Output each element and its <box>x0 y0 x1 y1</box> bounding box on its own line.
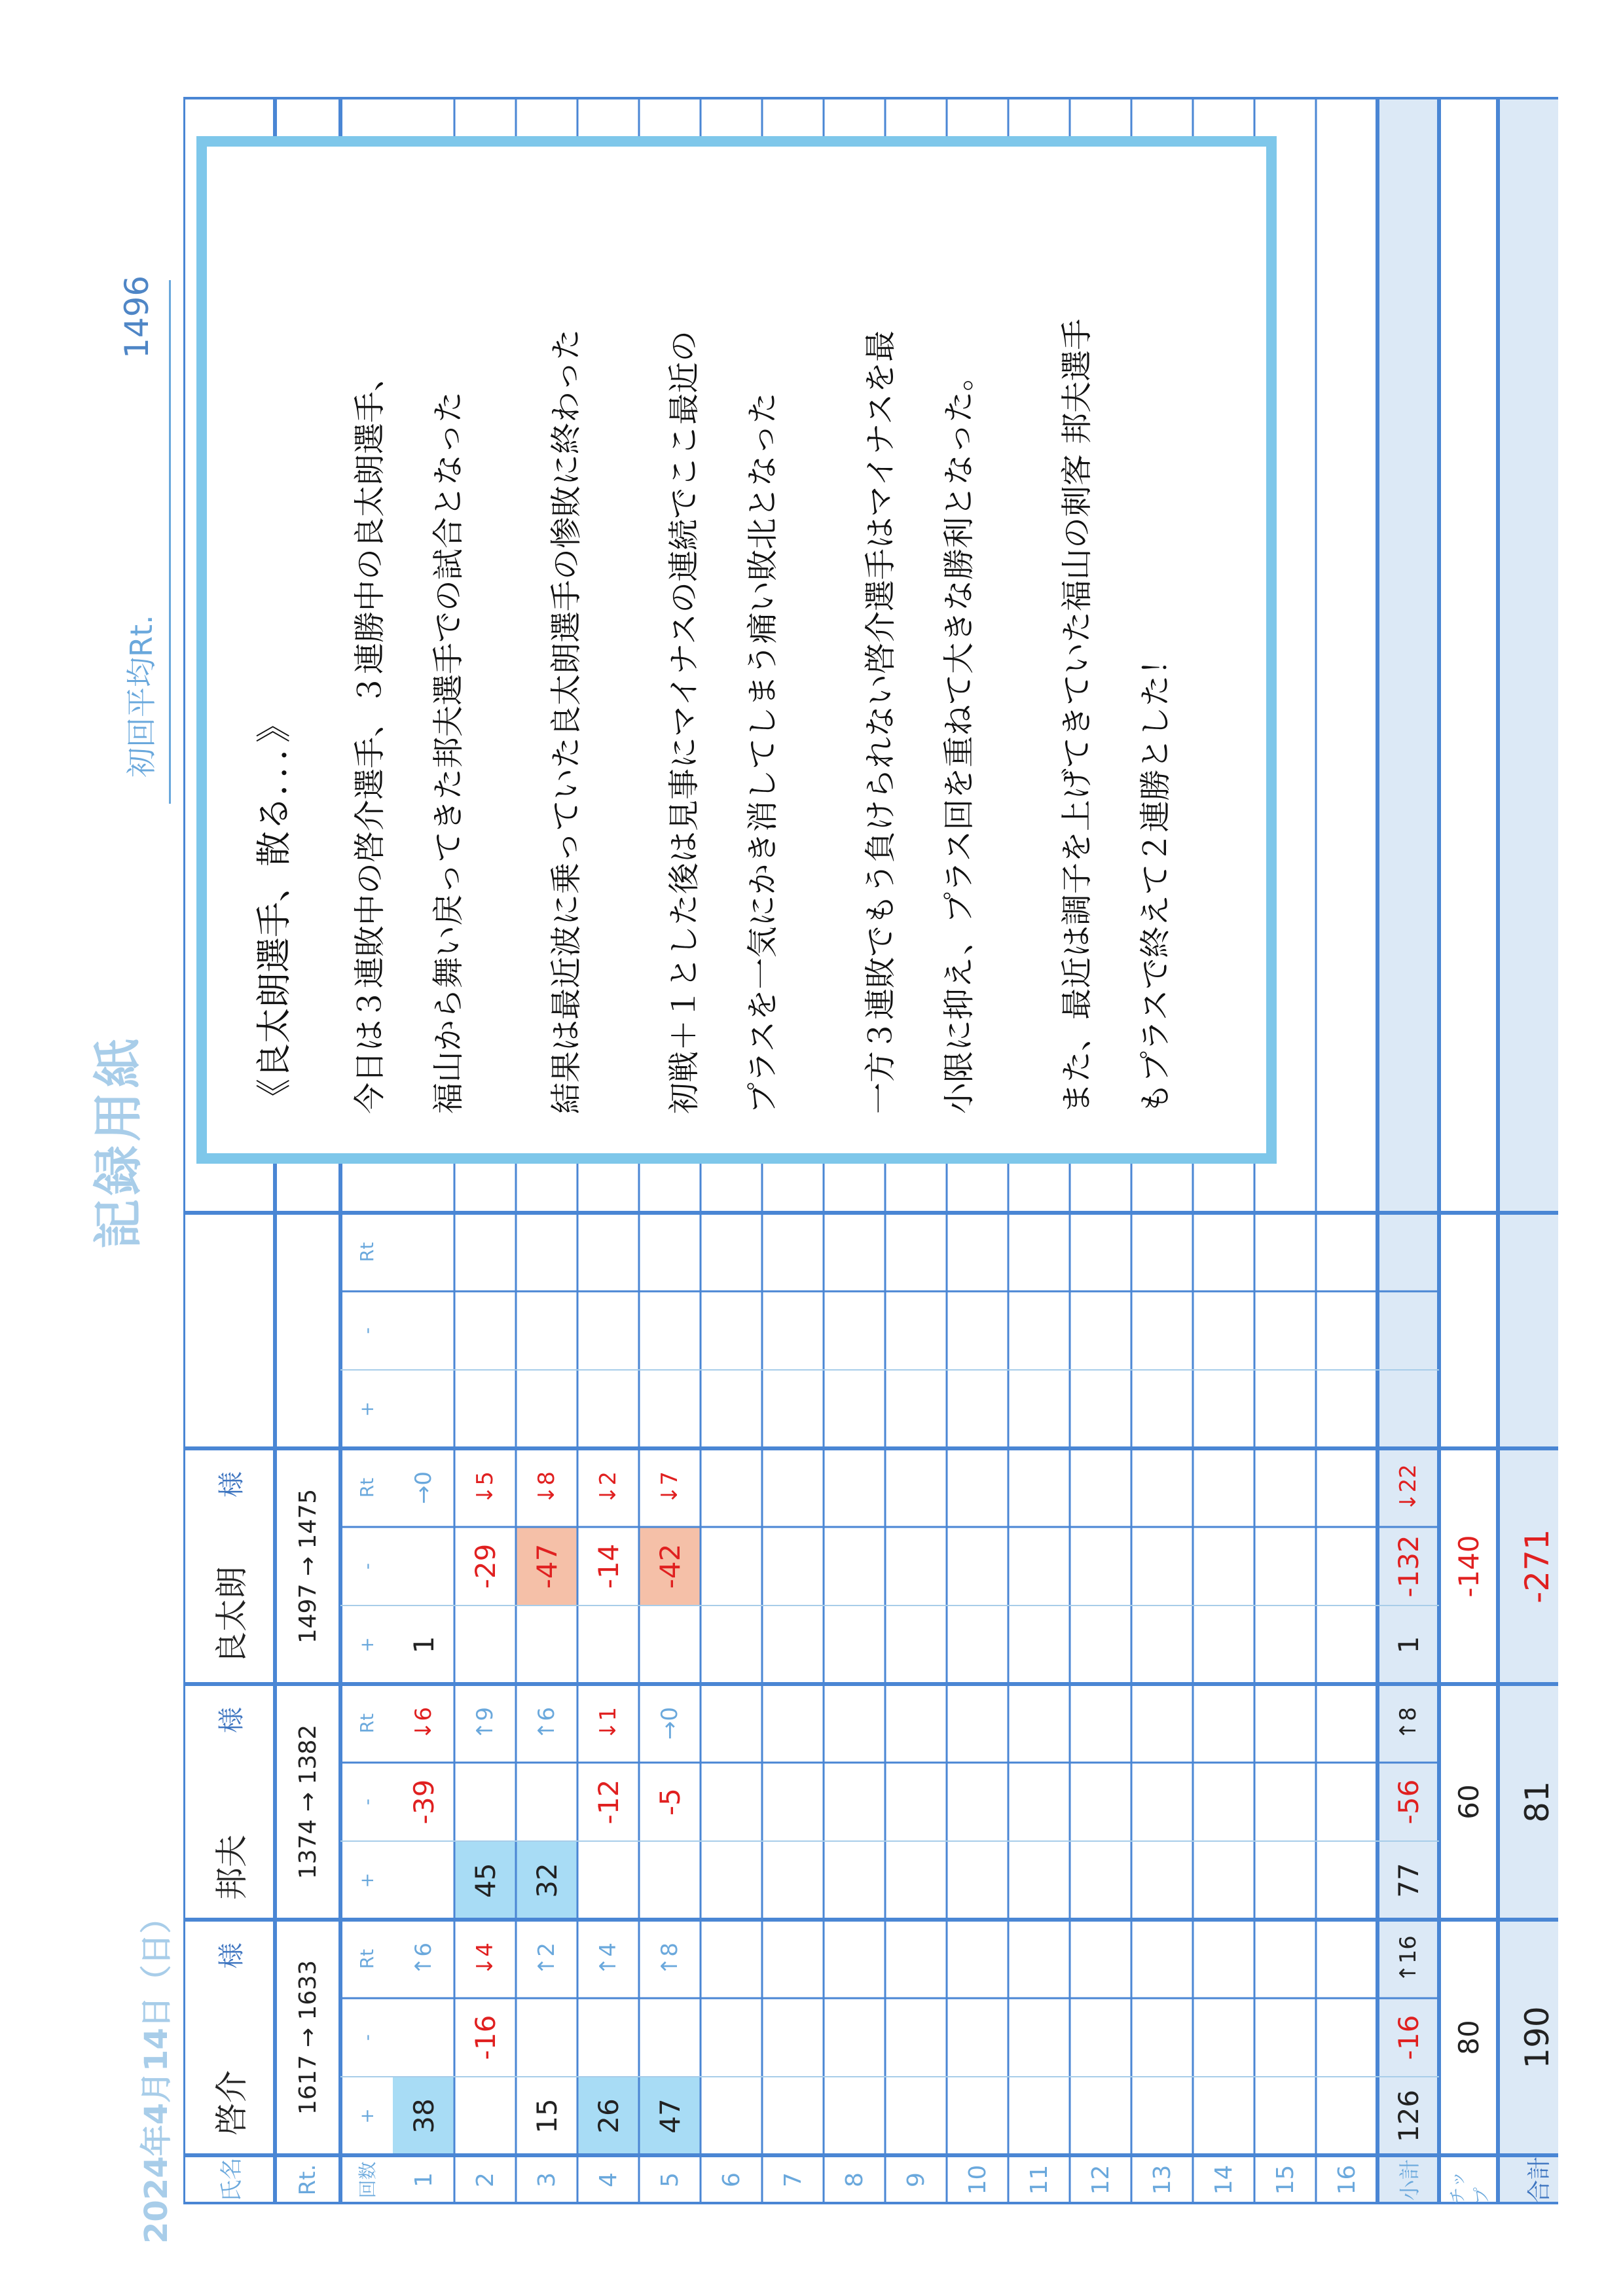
score-cell: 47 <box>653 2098 686 2134</box>
player-name <box>183 1285 275 1429</box>
score-cell: 26 <box>592 2098 625 2134</box>
score-cell <box>577 1841 639 1920</box>
score-cell <box>639 1841 701 1920</box>
player-name: 啓介 <box>213 2070 251 2136</box>
score-cell: ↓5 <box>472 1471 498 1505</box>
subtotal-cell: ↑8 <box>1395 1706 1421 1740</box>
score-cell <box>516 1763 577 1841</box>
sub-column-header: - <box>356 1562 378 1570</box>
sub-column-header: Rt <box>356 1713 378 1734</box>
score-cell: ↓8 <box>534 1471 560 1505</box>
score-cell <box>639 1605 701 1684</box>
note-line: 小限に抑え、プラス回を重ねて大きな勝利となった。 <box>941 359 977 1114</box>
score-cell: 32 <box>530 1863 563 1898</box>
chip-label: チップ <box>1448 2170 1492 2204</box>
round-label: 回数 <box>357 2161 378 2198</box>
total-cell <box>1498 1213 1577 1448</box>
round-number: 14 <box>1210 2164 1237 2195</box>
subtotal-label: 小計 <box>1397 2159 1422 2201</box>
score-cell: 45 <box>469 1863 501 1898</box>
round-number: 7 <box>779 2172 807 2187</box>
sub-column-header: Rt <box>356 1242 378 1263</box>
sub-column-header: Rt <box>356 1477 378 1498</box>
player-name: 良太朗 <box>213 1566 251 1664</box>
score-cell: ↑2 <box>534 1942 560 1976</box>
note-line: 結果は最近波に乗っていた良太朗選手の惨敗に終わった <box>548 329 585 1114</box>
name-label: 氏名 <box>218 2157 245 2202</box>
sub-column-header: + <box>356 1401 378 1417</box>
total-cell: 190 <box>1518 2006 1556 2069</box>
player-honorific: 様 <box>216 1707 247 1733</box>
subtotal-cell: 1 <box>1392 1636 1425 1654</box>
round-number: 4 <box>594 2172 622 2187</box>
score-cell: ↑6 <box>534 1706 560 1740</box>
score-cell <box>393 1841 454 1920</box>
total-label: 合計 <box>1525 2156 1553 2204</box>
score-cell <box>393 1998 454 2077</box>
score-cell: ↓6 <box>410 1706 437 1740</box>
score-cell <box>577 1998 639 2077</box>
score-cell: -29 <box>469 1543 501 1589</box>
round-number: 12 <box>1087 2164 1114 2195</box>
round-number: 1 <box>410 2172 437 2187</box>
game-commentary-note <box>196 136 1277 1164</box>
note-line: 初戦＋１とした後は見事にマイナスの連続でここ最近の <box>666 330 702 1114</box>
subtotal-cell: -132 <box>1392 1535 1425 1598</box>
score-cell: 15 <box>530 2098 563 2134</box>
score-cell: ↓7 <box>657 1471 683 1505</box>
round-number: 10 <box>964 2164 991 2195</box>
round-number: 6 <box>718 2172 745 2187</box>
sub-column-header: + <box>356 1637 378 1653</box>
subtotal-cell: -56 <box>1392 1779 1425 1825</box>
score-cell <box>454 1605 516 1684</box>
sub-column-header: - <box>356 2034 378 2041</box>
score-cell <box>639 1998 701 2077</box>
score-cell: →0 <box>657 1706 683 1740</box>
total-cell: 81 <box>1518 1781 1556 1823</box>
score-cell <box>516 1998 577 2077</box>
initial-average-rating-label: 初回平均Rt. <box>124 615 159 778</box>
score-cell: -42 <box>653 1543 686 1589</box>
note-line: 今日は３連敗中の啓介選手、３連勝中の良太朗選手、 <box>352 359 388 1114</box>
round-number: 15 <box>1271 2164 1299 2195</box>
round-number: 16 <box>1333 2164 1360 2195</box>
player-rating-change: 1497 → 1475 <box>294 1488 321 1644</box>
round-number: 2 <box>471 2172 499 2187</box>
subtotal-cell: 126 <box>1392 2089 1425 2143</box>
chip-cell <box>1439 1213 1498 1448</box>
sub-column-header: + <box>356 2108 378 2124</box>
score-cell <box>454 2077 516 2155</box>
score-cell: ↑4 <box>595 1942 621 1976</box>
score-cell: 38 <box>407 2098 440 2134</box>
average-underline <box>169 280 171 804</box>
subtotal-cell: -16 <box>1392 2015 1425 2060</box>
score-cell <box>454 1763 516 1841</box>
score-cell: ↓4 <box>472 1942 498 1976</box>
round-number: 11 <box>1025 2164 1053 2195</box>
subtotal-cell: 77 <box>1392 1863 1425 1898</box>
note-line: プラスを一気にかき消してしまう痛い敗北となった <box>744 392 781 1114</box>
player-honorific: 様 <box>216 1471 247 1498</box>
sub-column-header: - <box>356 1327 378 1335</box>
subtotal-cell: ↓22 <box>1395 1464 1421 1511</box>
chip-cell: -140 <box>1452 1535 1485 1598</box>
sub-column-header: + <box>356 1873 378 1888</box>
subtotal-cell: ↑16 <box>1395 1935 1421 1982</box>
round-number: 9 <box>902 2172 930 2187</box>
score-cell: →0 <box>410 1471 437 1505</box>
chip-cell: 60 <box>1452 1784 1485 1820</box>
note-title: 《良太朗選手、散る．．．》 <box>253 708 295 1114</box>
chip-cell: 80 <box>1452 2020 1485 2055</box>
note-line: もプラスで終えて２連勝とした！ <box>1137 643 1174 1114</box>
sub-column-header: - <box>356 1798 378 1806</box>
player-honorific: 様 <box>216 1943 247 1969</box>
note-line: 福山から舞い戻ってきた邦夫選手での試合となった <box>430 391 467 1114</box>
player-honorific <box>183 1219 275 1278</box>
game-date: 2024年4月14日（日） <box>138 1902 175 2244</box>
player-rating-change: 1374 → 1382 <box>294 1724 321 1880</box>
round-number: 5 <box>656 2172 684 2187</box>
score-cell: 1 <box>407 1636 440 1654</box>
sheet-title: 記録用紙 <box>89 1034 147 1249</box>
note-line: 一方３連敗でもう負けられない啓介選手はマイナスを最 <box>862 330 899 1114</box>
score-cell: -14 <box>592 1543 625 1589</box>
score-cell: -39 <box>407 1779 440 1825</box>
score-cell: -12 <box>592 1779 625 1825</box>
score-cell: ↑9 <box>472 1706 498 1740</box>
subtotal-cell <box>1377 1370 1439 1448</box>
initial-average-rating-value: 1496 <box>118 275 156 359</box>
total-cell: -271 <box>1518 1529 1556 1604</box>
player-rating-change <box>275 1213 340 1448</box>
rt-label: Rt. <box>295 2164 321 2196</box>
score-cell <box>577 1605 639 1684</box>
sub-column-header: Rt <box>356 1948 378 1969</box>
score-cell: -5 <box>653 1788 686 1816</box>
round-number: 8 <box>841 2172 868 2187</box>
score-cell: ↓2 <box>595 1471 621 1505</box>
score-cell: -47 <box>530 1543 563 1589</box>
score-cell: ↑6 <box>410 1942 437 1976</box>
score-cell: ↑8 <box>657 1942 683 1976</box>
player-rating-change: 1617 → 1633 <box>294 1960 321 2115</box>
score-cell <box>393 1527 454 1605</box>
subtotal-cell <box>1377 1291 1439 1370</box>
round-number: 13 <box>1148 2164 1176 2195</box>
score-cell <box>516 1605 577 1684</box>
score-cell: -16 <box>469 2015 501 2060</box>
player-name: 邦夫 <box>213 1835 251 1900</box>
round-number: 3 <box>533 2172 560 2187</box>
score-cell: ↓1 <box>595 1706 621 1740</box>
note-line: また、最近は調子を上げてきていた福山の刺客 邦夫選手 <box>1059 318 1095 1114</box>
subtotal-cell <box>1377 1213 1439 1291</box>
